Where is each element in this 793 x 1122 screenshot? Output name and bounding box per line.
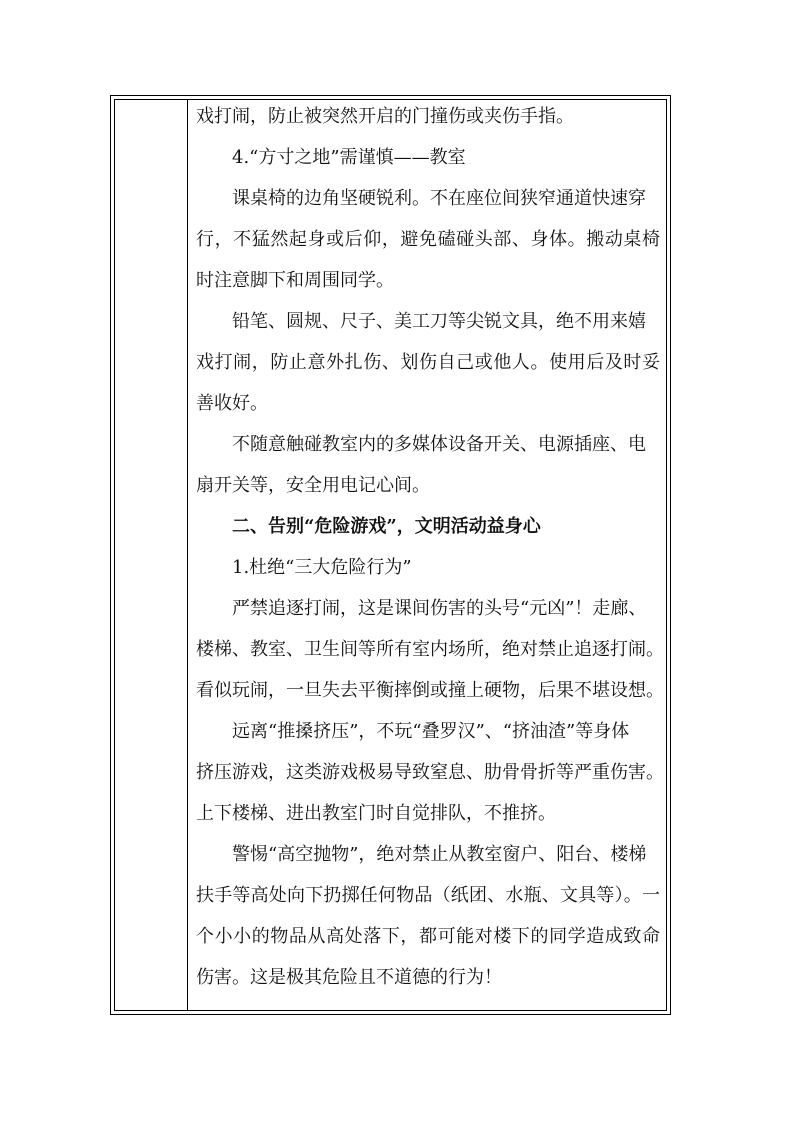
- text-line: 课桌椅的边角坚硬锐利。不在座位间狭窄通道快速穿: [232, 188, 646, 209]
- text-line: 戏打闹，防止意外扎伤、划伤自己或他人。使用后及时妥: [196, 352, 660, 373]
- text-line: 楼梯、教室、卫生间等所有室内场所，绝对禁止追逐打闹。: [196, 639, 664, 660]
- text-line: 个小小的物品从高处落下，都可能对楼下的同学造成致命: [196, 926, 660, 947]
- text-line: 铅笔、圆规、尺子、美工刀等尖锐文具，绝不用来嬉: [232, 311, 646, 332]
- text-line: 严禁追逐打闹，这是课间伤害的头号“元凶”！走廊、: [232, 598, 647, 619]
- text-line: 远离“推搡挤压”，不玩“叠罗汉”、“挤油渣”等身体: [232, 721, 630, 742]
- text-line: 时注意脚下和周围同学。: [196, 270, 394, 291]
- text-line: 戏打闹，防止被突然开启的门撞伤或夹伤手指。: [196, 106, 574, 127]
- text-line: 上下楼梯、进出教室门时自觉排队，不推挤。: [196, 803, 556, 824]
- subheading: 1.杜绝“三大危险行为”: [232, 557, 412, 578]
- text-line: 行，不猛然起身或后仰，避免磕碰头部、身体。搬动桌椅: [196, 229, 660, 250]
- text-line: 伤害。这是极其危险且不道德的行为！: [196, 967, 502, 988]
- text-line: 善收好。: [196, 393, 268, 414]
- section-heading: 二、告别“危险游戏”，文明活动益身心: [232, 516, 541, 537]
- text-line: 扶手等高处向下扔掷任何物品（纸团、水瓶、文具等）。一: [196, 885, 660, 906]
- text-line: 不随意触碰教室内的多媒体设备开关、电源插座、电: [232, 434, 646, 455]
- subheading: 4.“方寸之地”需谨慎——教室: [232, 147, 466, 168]
- text-line: 看似玩闹，一旦失去平衡摔倒或撞上硬物，后果不堪设想。: [196, 680, 664, 701]
- table-column-divider: [187, 99, 188, 1011]
- text-line: 扇开关等，安全用电记心间。: [196, 475, 430, 496]
- text-line: 挤压游戏，这类游戏极易导致窒息、肋骨骨折等严重伤害。: [196, 762, 664, 783]
- text-line: 警惕“高空抛物”，绝对禁止从教室窗户、阳台、楼梯: [232, 844, 647, 865]
